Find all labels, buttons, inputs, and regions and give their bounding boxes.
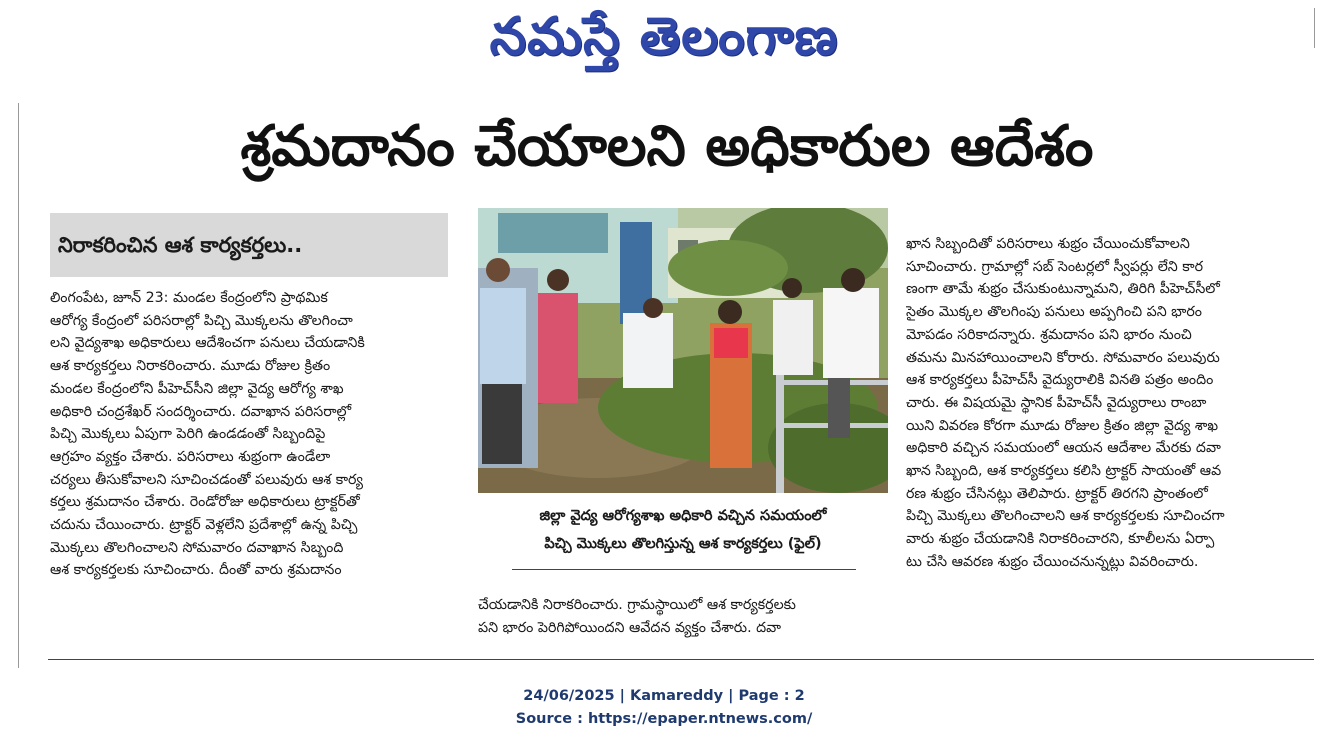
article-headline: శ్రమదానం చేయాలని అధికారుల ఆదేశం (240, 114, 1094, 179)
article-column-3 (906, 233, 1312, 574)
text-line: టు చేసి ఆవరణ శుభ్రం చేయించనున్నట్లు వివరించారు. (906, 553, 1199, 570)
left-column-rule (18, 103, 19, 668)
article-bottom-rule (48, 659, 1314, 660)
article-column-2 (478, 594, 888, 639)
text-line: ఆశ కార్యకర్తలకు సూచించారు. దీంతో వారు శ్రమదానం (50, 562, 342, 579)
text-line: పిచ్చి మొక్కలు ఏపుగా పెరిగి ఉండడంతో సిబ్బందిపై (50, 426, 326, 443)
text-line: అధికారి చంద్రశేఖర్ సందర్శించారు. దవాఖాన పరిసరాల్లో (50, 403, 352, 420)
text-line: పిచ్చి మొక్కలు తొలగించాలని ఆశ కార్యకర్తలకు సూచించగా (906, 508, 1225, 525)
article-subheadline: నిరాకరించిన ఆశ కార్యకర్తలు.. (50, 213, 448, 277)
text-line: సైతం మొక్కల తొలగింపు పనులు అప్పగించి పని భారం (906, 304, 1202, 321)
text-line: చర్యలు తీసుకోవాలని సూచించడంతో పలువురు ఆశ కార్య (50, 471, 363, 488)
text-line: కర్తలు శ్రమదానం చేశారు. రెండోరోజు అధికారులు ట్రాక్టర్‌తో (50, 494, 360, 511)
caption-line: పిచ్చి మొక్కలు తొలగిస్తున్న ఆశ కార్యకర్తలు (ఫైల్) (544, 536, 822, 552)
text-line: ఆశ కార్యకర్తలు నిరాకరించారు. మూడు రోజుల క్రితం (50, 358, 331, 375)
page-edge-line (1314, 8, 1315, 48)
text-line: అధికారి వచ్చిన సమయంలో ఆయన ఆదేశాల మేరకు దవా (906, 440, 1221, 457)
photo-illustration (478, 208, 888, 493)
text-line: ణంగా తామే శుభ్రం చేసుకుంటున్నామని, తిరిగి పీహెచ్‌సీలో (906, 281, 1220, 298)
text-line: తమను మినహాయించాలని కోరారు. సోమవారం పలువురు (906, 349, 1220, 366)
text-line: యిని వివరణ కోరగా మూడు రోజుల క్రితం జిల్లా వైద్య శాఖ (906, 417, 1219, 434)
article-column-1 (50, 287, 450, 582)
text-line: ఆరోగ్య కేంద్రంలో పరిసరాల్లో పిచ్చి మొక్కలను తొలగించా (50, 312, 353, 329)
footer-source-line: Source : https://epaper.ntnews.com/ (515, 711, 813, 727)
caption-line: జిల్లా వైద్య ఆరోగ్యశాఖ అధికారి వచ్చిన సమయంలో (539, 508, 827, 524)
text-line: చదును చేయించారు. ట్రాక్టర్ వెళ్లలేని ప్రదేశాల్లో ఉన్న పిచ్చి (50, 517, 358, 534)
newspaper-masthead: నమస్తే తెలంగాణ (489, 7, 839, 67)
text-line: ఖాన సిబ్బందితో పరిసరాలు శుభ్రం చేయించుకోవాలని (906, 236, 1190, 252)
text-line: ఆశ కార్యకర్తలు పీహెచ్‌సీ వైద్యురాలికి వినతి పత్రం అందిం (906, 372, 1214, 389)
text-line: సూచించారు. గ్రామాల్లో సబ్ సెంటర్లలో స్వీపర్లు లేని కార (906, 258, 1203, 275)
text-line: చారు. ఈ విషయమై స్థానిక పీహెచ్‌సీ వైద్యురాలు రాంబా (906, 394, 1207, 411)
text-line: ఖాన సిబ్బంది, ఆశ కార్యకర్తలు కలిసి ట్రాక్టర్ సాయంతో ఆవ (906, 463, 1222, 480)
text-line: మండల కేంద్రంలోని పీహెచ్‌సీని జిల్లా వైద్య ఆరోగ్య శాఖ (50, 380, 344, 397)
text-line: మోపడం సరికాదన్నారు. శ్రమదానం పని భారం నుంచి (906, 326, 1192, 343)
text-line: చేయడానికి నిరాకరించారు. గ్రామస్థాయిలో ఆశ కార్యకర్తలకు (478, 597, 796, 613)
text-line: పని భారం పెరిగిపోయిందని ఆవేదన వ్యక్తం చేశారు. దవా (478, 619, 781, 636)
footer-edition-line: 24/06/2025 | Kamareddy | Page : 2 (523, 688, 805, 704)
text-line: వారు శుభ్రం చేయడానికి నిరాకరించారని, కూలీలను ఏర్పా (906, 531, 1215, 548)
text-line: రణ శుభ్రం చేసినట్లు తెలిపారు. ట్రాక్టర్ తిరగని ప్రాంతంలో (906, 485, 1208, 502)
text-line: లింగంపేట, జూన్ 23: మండల కేంద్రంలోని ప్రాథమిక (50, 290, 328, 306)
text-line: లని వైద్యశాఖ అధికారులు ఆదేశించగా పనులు చేయడానికి (50, 335, 365, 352)
caption-divider (512, 569, 856, 570)
article-photo (478, 208, 888, 493)
photo-caption (478, 496, 888, 570)
text-line: ఆగ్రహం వ్యక్తం చేశారు. పరిసరాలు శుభ్రంగా ఉండేలా (50, 448, 331, 465)
text-line: మొక్కలు తొలగించాలని సోమవారం దవాఖాన సిబ్బంది (50, 539, 344, 556)
